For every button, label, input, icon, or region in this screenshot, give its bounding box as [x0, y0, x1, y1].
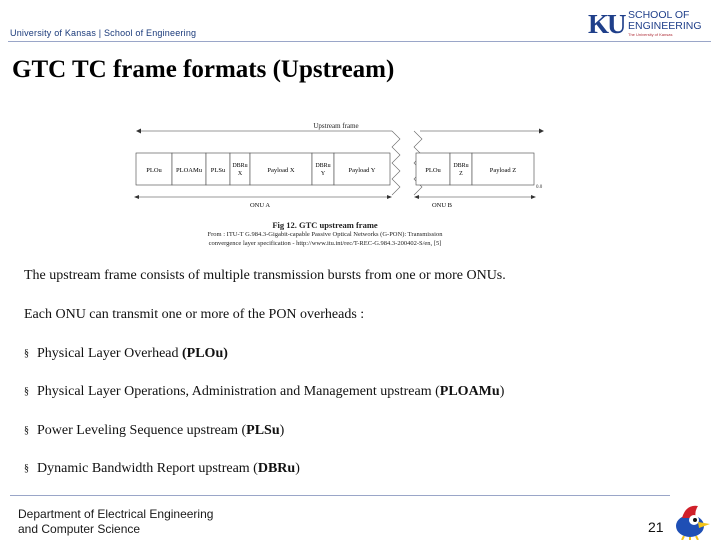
bullet-item — [24, 461, 300, 477]
caption-source-line-1: From : ITU-T G.984.3-Gigabit-capable Passive Optical Networks (G-PON): Transmission — [207, 231, 443, 238]
cell-payload-x-label: Payload X — [267, 167, 295, 174]
cell-dbru-x-label-2: X — [237, 171, 243, 177]
bullet-bold: DBRu — [257, 461, 296, 476]
bullet-tail: ) — [295, 461, 300, 476]
bullet-bold: PLOAMu — [439, 384, 500, 399]
slide-title: GTC TC frame formats (Upstream) — [12, 56, 395, 83]
figure-caption — [130, 220, 520, 248]
cell-plou-a-label: PLOu — [146, 167, 162, 174]
onu-b-left-arrow-icon — [414, 195, 419, 199]
bullet-text: Power Leveling Sequence upstream ( — [37, 423, 247, 438]
upstream-frame-diagram — [130, 117, 550, 217]
footer-dept-line-2: and Computer Science — [18, 522, 141, 536]
logo-line-3: The University of Kansas — [628, 32, 673, 37]
onu-b-label: ONU B — [431, 202, 453, 209]
bullet-text: Dynamic Bandwidth Report upstream ( — [37, 461, 258, 476]
bullet-tail: ) — [499, 384, 505, 399]
bullet-bold: PLSu — [246, 423, 280, 438]
logo-ku-mark: KU — [588, 9, 625, 38]
cell-plou-b-label: PLOu — [425, 167, 441, 174]
bullet-mark-icon: § — [24, 386, 29, 397]
onu-b-right-arrow-icon — [531, 195, 536, 199]
footer-dept-line-1: Department of Electrical Engineering — [18, 507, 214, 521]
footer-divider — [10, 495, 670, 496]
cell-plsu-label: PLSu — [210, 167, 226, 174]
break-mark-left — [392, 131, 400, 195]
logo-line-2: ENGINEERING — [628, 20, 702, 32]
caption-title: Fig 12. GTC upstream frame — [272, 220, 378, 230]
caption-source-line-2: convergence layer specification - http://www.itu.int/rec/T-REC-G.984.3-200402-S/en, [5] — [208, 240, 442, 247]
cell-dbru-x — [230, 153, 250, 185]
arrow-right-icon — [539, 129, 544, 134]
bullet-item — [24, 423, 284, 439]
cell-ploamu-label: PLOAMu — [175, 167, 203, 174]
ku-engineering-logo — [588, 8, 710, 38]
onu-a-burst — [136, 153, 390, 185]
page-number: 21 — [648, 519, 664, 535]
cell-dbru-x-label-1: DBRu — [232, 163, 248, 169]
bullet-text: Physical Layer Overhead — [37, 346, 182, 361]
scale-label: 0.0 — [536, 185, 543, 190]
bullet-item — [24, 384, 504, 400]
bullet-mark-icon: § — [24, 463, 29, 474]
bullet-mark-icon: § — [24, 348, 29, 359]
cell-dbru-y-label-1: DBRu — [315, 163, 331, 169]
cell-dbru-z-label-2: Z — [459, 171, 463, 177]
header-divider — [8, 41, 711, 42]
cell-dbru-y — [312, 153, 334, 185]
bullet-text: Physical Layer Operations, Administration and Management upstream ( — [37, 384, 440, 399]
onu-a-label: ONU A — [249, 202, 271, 209]
bullet-item — [24, 346, 228, 362]
footer-department — [18, 507, 213, 537]
onu-a-right-arrow-icon — [387, 195, 392, 199]
cell-dbru-y-label-2: Y — [320, 171, 326, 177]
bullet-bold: (PLOu) — [182, 346, 228, 361]
header-org-line: University of Kansas | School of Engineering — [10, 28, 197, 38]
onu-a-left-arrow-icon — [134, 195, 139, 199]
logo-line-1: SCHOOL OF — [628, 9, 690, 21]
arrow-left-icon — [136, 129, 141, 134]
paragraph-2: Each ONU can transmit one or more of the PON overheads : — [24, 307, 365, 322]
bullet-mark-icon: § — [24, 425, 29, 436]
frame-top-label: Upstream frame — [313, 122, 359, 130]
cell-dbru-z — [450, 153, 472, 185]
jayhawk-mascot-icon — [668, 500, 712, 540]
cell-payload-z-label: Payload Z — [489, 167, 517, 174]
onu-b-burst — [416, 153, 534, 185]
cell-dbru-z-label-1: DBRu — [453, 163, 469, 169]
paragraph-1: The upstream frame consists of multiple transmission bursts from one or more ONUs. — [24, 268, 506, 283]
bullet-tail: ) — [279, 423, 285, 438]
cell-payload-y-label: Payload Y — [348, 167, 376, 174]
